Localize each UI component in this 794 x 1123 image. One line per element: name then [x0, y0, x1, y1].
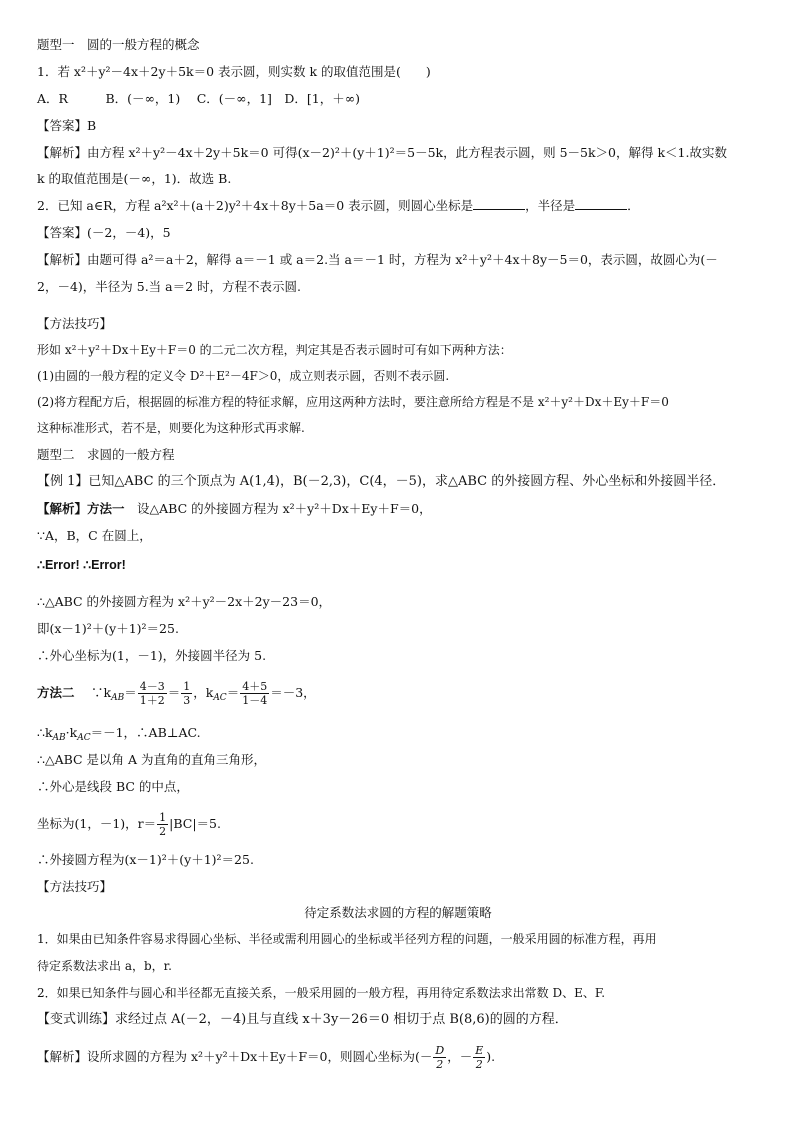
k-ac-symbol: ，k — [193, 685, 214, 700]
ex1-line-3: ∴Error! ∴Error! — [37, 558, 126, 572]
tips2-line-3: 2．如果已知条件与圆心和半径都无直接关系，一般采用圆的一般方程，再用待定系数法求出常数 D、E、F. — [37, 986, 606, 1000]
l8-sub-ac: AC — [77, 733, 91, 743]
frac-one-third — [181, 680, 192, 707]
section2-title: 题型二 求圆的一般方程 — [37, 447, 175, 462]
tips2-line-1: 1．如果由已知条件容易求得圆心坐标、半径或需利用圆心的坐标或半径列方程的问题，一般采用圆的标准方程，再用 — [37, 932, 657, 946]
ex1-method1-label: 【解析】方法一 — [37, 501, 125, 516]
l11-a: 坐标为(1，－1)，r＝ — [37, 816, 157, 831]
ex1-stem: 【例 1】已知△ABC 的三个顶点为 A(1,4)，B(－2,3)，C(4，－5)，求△ABC 的外接圆方程、外心坐标和外接圆半径． — [37, 474, 726, 489]
k-ab-symbol: ∵k — [91, 685, 112, 700]
frac-kab-den: 1＋2 — [139, 694, 165, 707]
variant-end: ). — [486, 1049, 496, 1064]
ex1-line-2: ∵A，B，C 在圆上， — [37, 528, 152, 543]
frac-kac-num: 4＋5 — [242, 680, 268, 693]
frac-e-2 — [473, 1044, 485, 1071]
tips2-heading: 待定系数法求圆的方程的解题策略 — [304, 905, 492, 920]
l8-sub-ab: AB — [52, 733, 66, 743]
frac-kac-den: 1－4 — [242, 694, 268, 707]
frac-e-num: E — [475, 1044, 484, 1057]
ex1-method1 — [37, 500, 432, 518]
q2-stem-c: ． — [627, 198, 640, 213]
section1-title: 题型一 圆的一般方程的概念 — [37, 37, 200, 52]
ex1-method2: 方法二 $\because k_{AB}=$ $\frac{4-3}{1+2}$ ＝ $\frac{1}{3}$ ，$k_{AC}=$ $\frac{4+5}{1-4}$ ＝－3， — [37, 680, 316, 707]
l8-c: ＝－1，∴AB⊥AC. — [90, 725, 201, 740]
q1-answer: 【答案】B — [37, 118, 97, 133]
frac-d-num: D — [435, 1044, 445, 1057]
tips1-line-3: (2)将方程配方后，根据圆的标准方程的特征求解，应用这两种方法时，要注意所给方程是不是 x²＋y²＋Dx＋Ey＋F＝0 — [37, 395, 669, 409]
q2-answer: 【答案】(－2，－4)，5 — [37, 225, 171, 240]
ex1-line-11 — [37, 811, 221, 838]
frac-d-2 — [433, 1044, 446, 1071]
q2-stem — [37, 197, 640, 215]
frac-half — [157, 811, 168, 838]
tips1-title: 【方法技巧】 — [37, 316, 113, 331]
frac-half-num: 1 — [159, 811, 167, 824]
l8-b: ·k — [65, 725, 78, 740]
ex1-line-8 — [37, 724, 201, 747]
kac-value: ＝－3， — [270, 685, 316, 700]
q1-analysis-2: k 的取值范围是(－∞，1)．故选 B. — [37, 171, 232, 186]
ex1-line-12: ∴外接圆方程为(x－1)²＋(y＋1)²＝25. — [37, 852, 254, 867]
q2-analysis: 【解析】由题可得 a²＝a＋2，解得 a＝－1 或 a＝2.当 a＝－1 时，方程为 x²＋y²＋4x＋8y－5＝0，表示圆，故圆心为(－ — [37, 252, 718, 267]
frac-one-third-den: 3 — [183, 694, 191, 707]
variant-analysis-a: 【解析】设所求圆的方程为 x²＋y²＋Dx＋Ey＋F＝0，则圆心坐标为(－ — [37, 1049, 433, 1064]
q1-options: A．R B．(－∞，1) C．(－∞，1] D．[1，＋∞) — [37, 91, 361, 106]
k-ac-sub: AC — [213, 693, 227, 703]
tips1-line-4: 这种标准形式，若不是，则要化为这种形式再求解. — [37, 421, 305, 435]
eq-sign: ＝ — [167, 685, 181, 700]
ex1-method2-label: 方法二 — [37, 685, 75, 700]
ex1-method1-text: 设△ABC 的外接圆方程为 x²＋y²＋Dx＋Ey＋F＝0， — [124, 501, 432, 516]
blank-radius — [575, 197, 627, 210]
frac-half-den: 2 — [159, 825, 167, 838]
frac-kab-num: 4－3 — [139, 680, 165, 693]
ex1-line-5: 即(x－1)²＋(y＋1)²＝25. — [37, 621, 179, 636]
tips2-line-2: 待定系数法求出 a，b，r. — [37, 959, 172, 973]
frac-d-den: 2 — [436, 1058, 444, 1071]
q2-analysis-2: 2，－4)，半径为 5.当 a＝2 时，方程不表示圆. — [37, 279, 302, 294]
frac-kac — [240, 680, 269, 707]
ex1-line-9: ∴△ABC 是以角 A 为直角的直角三角形， — [37, 752, 267, 767]
variant-stem: 【变式训练】求经过点 A(－2，－4)且与直线 x＋3y－26＝0 相切于点 B(8,6)的圆的方程． — [37, 1012, 568, 1027]
frac-e-den: 2 — [475, 1058, 483, 1071]
l11-b: |BC|＝5. — [169, 816, 221, 831]
variant-mid: ，－ — [447, 1049, 473, 1064]
q1-stem: 1．若 x²＋y²－4x＋2y＋5k＝0 表示圆，则实数 k 的取值范围是( ) — [37, 64, 431, 79]
tips1-line-1: 形如 x²＋y²＋Dx＋Ey＋F＝0 的二元二次方程，判定其是否表示圆时可有如下两种方法： — [37, 343, 512, 357]
q2-stem-b: ，半径是 — [525, 198, 576, 213]
frac-one-third-num: 1 — [183, 680, 191, 693]
variant-analysis — [37, 1044, 495, 1071]
blank-center — [473, 197, 525, 210]
k-ab-sub: AB — [111, 693, 125, 703]
ex1-line-10: ∴外心是线段 BC 的中点， — [37, 779, 189, 794]
ex1-line-4: ∴△ABC 的外接圆方程为 x²＋y²－2x＋2y－23＝0， — [37, 594, 332, 609]
ex1-line-6: ∴外心坐标为(1，－1)，外接圆半径为 5. — [37, 648, 267, 663]
q2-stem-a: 2．已知 a∈R，方程 a²x²＋(a＋2)y²＋4x＋8y＋5a＝0 表示圆，则圆心坐标是 — [37, 198, 474, 213]
l8-a: ∴k — [37, 725, 53, 740]
tips1-line-2: (1)由圆的一般方程的定义令 D²＋E²－4F＞0，成立则表示圆，否则不表示圆. — [37, 369, 450, 383]
tips2-title: 【方法技巧】 — [37, 879, 113, 894]
q1-analysis: 【解析】由方程 x²＋y²－4x＋2y＋5k＝0 可得(x－2)²＋(y＋1)²＝5－5k，此方程表示圆，则 5－5k＞0，解得 k＜1.故实数 — [37, 145, 727, 160]
frac-kab — [138, 680, 167, 707]
